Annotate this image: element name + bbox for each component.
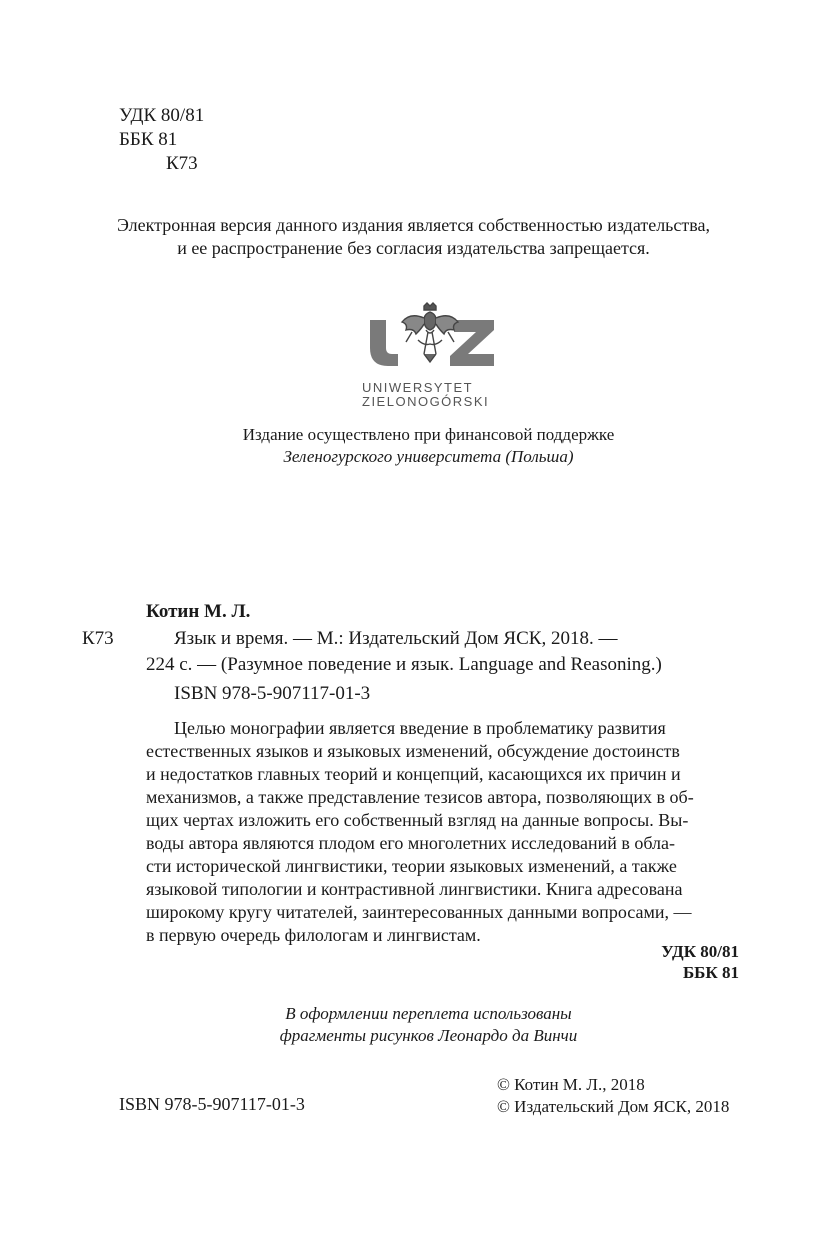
bbk-code: ББК 81 — [119, 129, 178, 150]
abstract-line: воды автора являются плодом его многолетних исследований в обла- — [146, 833, 676, 853]
abstract-line: широкому кругу читателей, заинтересованных данными вопросами, — — [146, 902, 692, 922]
copyright-publisher: © Издательский Дом ЯСК, 2018 — [497, 1097, 730, 1116]
rights-notice-line2: и ее распространение без согласия издательства запрещается. — [177, 238, 650, 258]
abstract-line: естественных языков и языковых изменений, обсуждение достоинств — [146, 741, 680, 761]
logo-name-line2: ZIELONOGÓRSKI — [362, 394, 490, 409]
catalog-udk: УДК 80/81 — [661, 942, 739, 961]
catalog-line-isbn: ISBN 978-5-907117-01-3 — [174, 683, 371, 704]
abstract-line: сти исторической лингвистики, теории языковых изменений, а также — [146, 856, 677, 876]
abstract-line: и недостатков главных теорий и концепций, касающихся их причин и — [146, 764, 681, 784]
cover-note-line1: В оформлении переплета использованы — [285, 1004, 572, 1023]
logo-name-line1: UNIWERSYTET — [362, 380, 474, 395]
eagle-emblem-icon — [368, 302, 498, 366]
abstract-line: языковой типологии и контрастивной лингвистики. Книга адресована — [146, 879, 683, 899]
abstract-line: щих чертах изложить его собственный взгляд на данные вопросы. Вы- — [146, 810, 689, 830]
footer-isbn: ISBN 978-5-907117-01-3 — [119, 1094, 305, 1114]
catalog-line-pages: 224 с. — (Разумное поведение и язык. Language and Reasoning.) — [146, 654, 662, 675]
support-line2: Зеленогурского университета (Польша) — [283, 447, 574, 466]
rights-notice-line1: Электронная версия данного издания является собственностью издательства, — [117, 215, 710, 235]
abstract-line: в первую очередь филологам и лингвистам. — [146, 925, 481, 945]
udk-code: УДК 80/81 — [119, 105, 205, 126]
catalog-line-title: Язык и время. — М.: Издательский Дом ЯСК, 2018. — — [174, 628, 618, 649]
support-line1: Издание осуществлено при финансовой поддержке — [242, 425, 615, 444]
abstract-line: механизмов, а также представление тезисов автора, позволяющих в об- — [146, 787, 694, 807]
catalog-bbk: ББК 81 — [682, 963, 739, 982]
copyright-author: © Котин М. Л., 2018 — [497, 1075, 645, 1094]
university-logo — [368, 302, 498, 366]
catalog-mark: К73 — [82, 628, 114, 649]
catalog-author: Котин М. Л. — [146, 601, 251, 622]
abstract-line: Целью монографии является введение в проблематику развития — [174, 718, 666, 738]
cover-note-line2: фрагменты рисунков Леонардо да Винчи — [279, 1026, 578, 1045]
author-mark: К73 — [166, 153, 198, 174]
